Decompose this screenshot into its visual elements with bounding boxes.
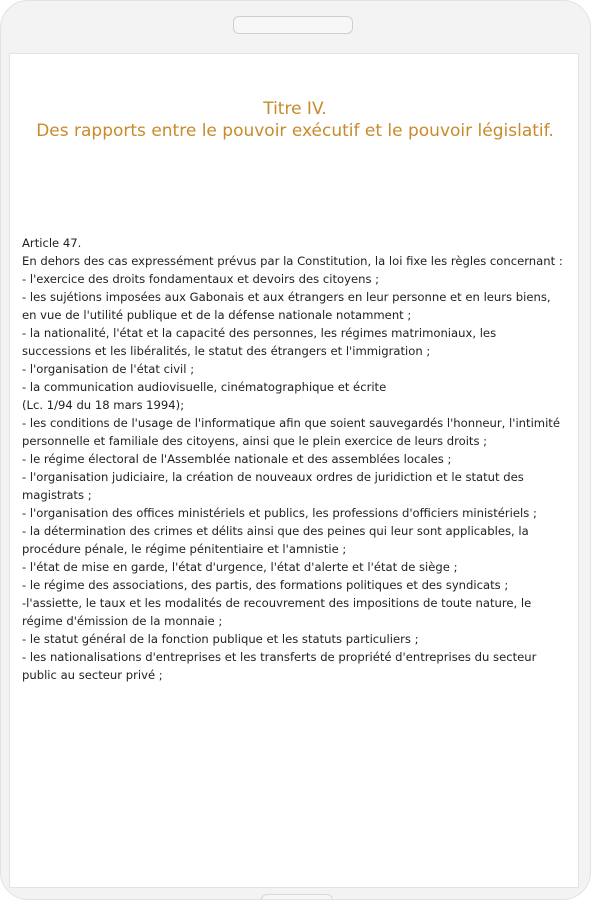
article-title: Article 47. [22, 236, 82, 250]
article-paragraph: - les nationalisations d'entreprises et les transferts de propriété d'entreprises du secteur public au secteur privé ; [22, 650, 537, 682]
article-paragraph: (Lc. 1/94 du 18 mars 1994); [22, 398, 185, 412]
article-paragraph: - l'organisation des offices ministériels et publics, les professions d'officiers ministériels ; [22, 506, 537, 520]
article-paragraph: - la détermination des crimes et délits ainsi que des peines qui leur sont applicables, la procédure pénale, le régime pénitentiaire et l'amnistie ; [22, 524, 529, 556]
article-content [22, 234, 564, 684]
article-paragraph: -l'assiette, le taux et les modalités de recouvrement des impositions de toute nature, le régime d'émission de la monnaie ; [22, 596, 532, 628]
article-paragraph: - le statut général de la fonction publique et les statuts particuliers ; [22, 632, 419, 646]
article-paragraph: En dehors des cas expressément prévus par la Constitution, la loi fixe les règles concernant : [22, 254, 563, 268]
article-paragraph: - la nationalité, l'état et la capacité des personnes, les régimes matrimoniaux, les successions et les libéralités, le statut des étrangers et l'immigration ; [22, 326, 497, 358]
screen [9, 53, 579, 888]
title-line-1: Titre IV. [263, 99, 327, 119]
article-paragraph: - les conditions de l'usage de l'informatique afin que soient sauvegardés l'honneur, l'intimité personnelle et familiale des citoyens, ainsi que le plein exercice de leurs droits ; [22, 416, 560, 448]
article-paragraph: - la communication audiovisuelle, cinématographique et écrite [22, 380, 387, 394]
article-paragraph: - les sujétions imposées aux Gabonais et aux étrangers en leur personne et en leurs biens, en vue de l'utilité publique et de la défense nationale notamment ; [22, 290, 551, 322]
article-paragraph: - l'organisation de l'état civil ; [22, 362, 195, 376]
speaker-slot [233, 16, 353, 34]
article-paragraph: - le régime électoral de l'Assemblée nationale et des assemblées locales ; [22, 452, 452, 466]
title-line-2: Des rapports entre le pouvoir exécutif et le pouvoir législatif. [36, 121, 554, 141]
article-paragraph: - l'organisation judiciaire, la création de nouveaux ordres de juridiction et le statut des magistrats ; [22, 470, 524, 502]
article-paragraph: - l'exercice des droits fondamentaux et devoirs des citoyens ; [22, 272, 380, 286]
article-paragraph: - l'état de mise en garde, l'état d'urgence, l'état d'alerte et l'état de siège ; [22, 560, 458, 574]
section-title [10, 98, 579, 142]
article-paragraph: - le régime des associations, des partis, des formations politiques et des syndicats ; [22, 578, 509, 592]
home-button[interactable] [261, 894, 333, 900]
